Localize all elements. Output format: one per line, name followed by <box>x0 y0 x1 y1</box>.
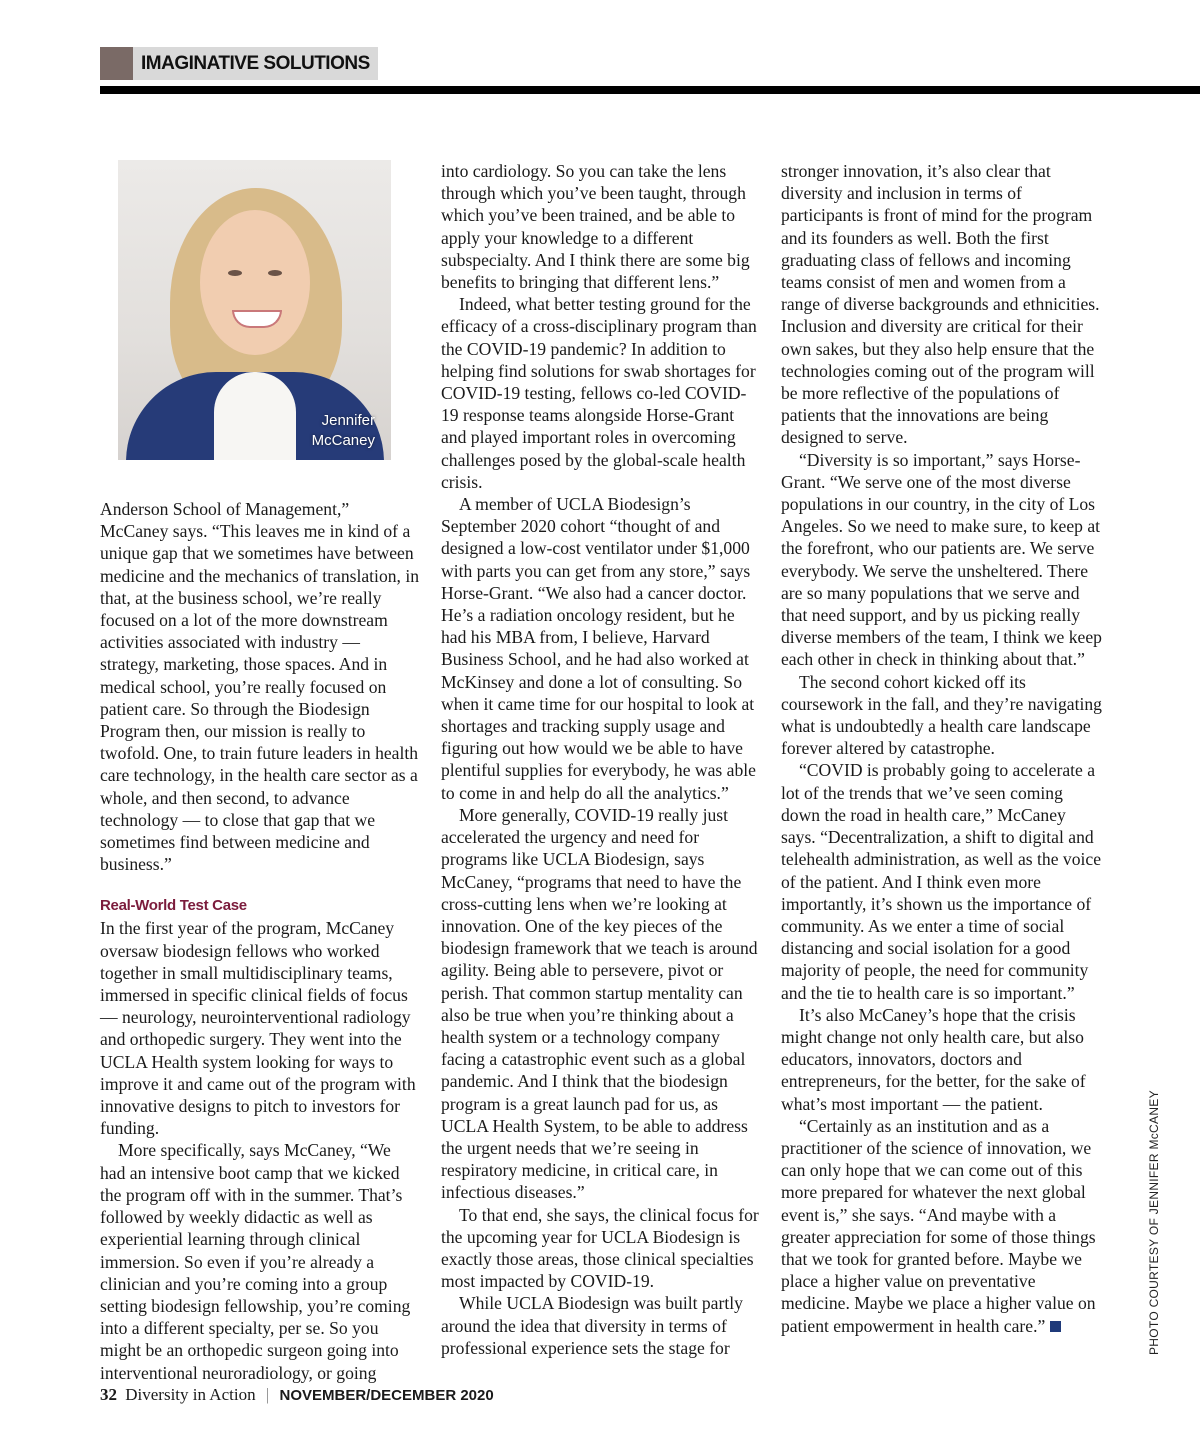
page-number: 32 <box>100 1385 117 1404</box>
paragraph: Indeed, what better testing ground for the efficacy of a cross-disciplinary program than the COVID-19 pandemic? In addition to helping find solutions for swab shortages for COVID-19 testing, fellows co-led COVID-19 response teams alongside Horse-Grant and played important roles in overcoming challenges posed by the global-scale health crisis. <box>441 294 757 492</box>
paragraph: More specifically, says McCaney, “We had an intensive boot camp that we kicked the program off with in the summer. That’s followed by weekly didactic as well as experiential learning through clinical immersion. So even if you’re already a clinician and you’re coming into a group setting biodesign fellowship, you’re coming into a different specialty, per se. So you might be an orthopedic surgeon going into interventional neuroradiology, or going <box>100 1140 411 1383</box>
section-tag <box>100 47 378 80</box>
section-label: IMAGINATIVE SOLUTIONS <box>133 47 378 80</box>
paragraph: It’s also McCaney’s hope that the crisis might change not only health care, but also educators, innovators, doctors and entrepreneurs, for the better, for the sake of what’s most important — the patient. <box>781 1004 1086 1114</box>
footer-separator: | <box>265 1385 270 1404</box>
photo-credit: PHOTO COURTESY OF JENNIFER McCANEY <box>1147 1090 1161 1355</box>
end-mark-icon <box>1050 1321 1061 1332</box>
photo-caption-first: Jennifer <box>321 412 375 429</box>
paragraph: More generally, COVID-19 really just accelerated the urgency and need for programs like UCLA Biodesign, says McCaney, “programs that need to have the cross-cutting lens when we’re looking at innovation. One of the key pieces of the biodesign framework that we teach is around agility. Being able to persevere, pivot or perish. That common startup mentality can also be true when you’re thinking about a health system or a technology company facing a catastrophic event such as a global pandemic. And I think that the biodesign program is a great launch pad for us, as UCLA Health System, to be able to address the urgent needs that we’re seeing in respiratory medicine, in critical care, in infectious diseases.” <box>441 804 758 1203</box>
portrait-eye <box>268 270 282 276</box>
section-tag-square <box>100 47 133 80</box>
paragraph: “Diversity is so important,” says Horse-Grant. “We serve one of the most diverse populations in our country, in the city of Los Angeles. So we need to make sure, to keep at the forefront, who our patients are. We serve everybody. We serve the unsheltered. There are so many populations that we serve and that need support, and by us picking really diverse members of the team, I think we keep each other in check in thinking about that.” <box>781 449 1102 670</box>
article-column-3 <box>781 160 1103 1337</box>
top-rule <box>100 86 1200 94</box>
subhead: Real-World Test Case <box>100 897 247 915</box>
portrait-shirt <box>214 372 296 460</box>
closing-paragraph <box>781 1115 1103 1337</box>
paragraph: “COVID is probably going to accelerate a lot of the trends that we’ve seen coming down the road in health care,” McCaney says. “Decentralization, a shift to digital and telehealth administration, as well as the voice of the patient. And I think even more importantly, it’s shown us the importance of community. As we enter a time of social distancing and social isolation for a good majority of people, the need for community and the tie to health care is so important.” <box>781 760 1102 1003</box>
paragraph: In the first year of the program, McCaney oversaw biodesign fellows who worked together in small multidisciplinary teams, immersed in specific clinical fields of focus — neurology, neurointerventional radiology and orthopedic surgery. They went into the UCLA Health system looking for ways to improve it and came out of the program with innovative designs to pitch to investors for funding. <box>100 918 416 1139</box>
article-column-1 <box>100 160 420 1384</box>
paragraph: While UCLA Biodesign was built partly around the idea that diversity in terms of professional experience sets the stage for <box>441 1293 743 1358</box>
paragraph: Anderson School of Management,” McCaney says. “This leaves me in kind of a unique gap that we sometimes have between medicine and the mechanics of translation, in that, at the business school, we’re really focused on a lot of the more downstream activities associated with industry — strategy, marketing, those spaces. And in medical school, you’re really focused on patient care. So through the Biodesign Program then, our mission is really to twofold. One, to train future leaders in health care technology, in the health care sector as a whole, and then second, to advance technology — to close that gap that we sometimes find between medicine and business.” <box>100 499 420 875</box>
portrait-photo <box>118 160 391 460</box>
issue-date: NOVEMBER/DECEMBER 2020 <box>279 1387 494 1404</box>
article-column-2 <box>441 160 763 1359</box>
paragraph: stronger innovation, it’s also clear that diversity and inclusion in terms of participants is front of mind for the program and its founders as well. Both the first graduating class of fellows and incoming teams consist of men and women from a range of diverse backgrounds and ethnicities. Inclusion and diversity are critical for their own sakes, but they also help ensure that the technologies coming out of the program will be more reflective of the populations of patients that the innovations are being designed to serve. <box>781 161 1100 448</box>
paragraph: The second cohort kicked off its coursework in the fall, and they’re navigating what is undoubtedly a health care landscape forever altered by catastrophe. <box>781 671 1102 759</box>
paragraph: into cardiology. So you can take the lens through which you’ve been taught, through which you’ve been trained, and be able to apply your knowledge to a different subspecialty. And I think there are some big benefits to bringing that different lens.” <box>441 161 750 293</box>
paragraph: A member of UCLA Biodesign’s September 2020 cohort “thought of and designed a low-cost ventilator under $1,000 with parts you can get from any store,” says Horse-Grant. “We also had a cancer doctor. He’s a radiation oncology resident, but he had his MBA from, I believe, Harvard Business School, and he had also worked at McKinsey and done a lot of consulting. So when it came time for our hospital to look at shortages and tracking supply usage and figuring out how would we be able to have plentiful supplies for everybody, he was able to come in and help do all the analytics.” <box>441 494 756 803</box>
closing-text: “Certainly as an institution and as a practitioner of the science of innovation, we can only hope that we can come out of this more prepared for whatever the next global event is,” she says. “And maybe with a greater appreciation for some of those things that we took for granted before. Maybe we place a higher value on preventative medicine. Maybe we place a higher value on patient empowerment in health care.” <box>781 1115 1096 1336</box>
photo-caption <box>312 411 375 451</box>
publication-name: Diversity in Action <box>125 1385 256 1404</box>
photo-caption-last: McCaney <box>311 432 375 449</box>
portrait-eye <box>228 270 242 276</box>
paragraph: To that end, she says, the clinical focus for the upcoming year for UCLA Biodesign is exactly those areas, those clinical specialties most impacted by COVID-19. <box>441 1204 759 1292</box>
page-footer <box>100 1384 494 1407</box>
portrait-face <box>200 210 310 355</box>
